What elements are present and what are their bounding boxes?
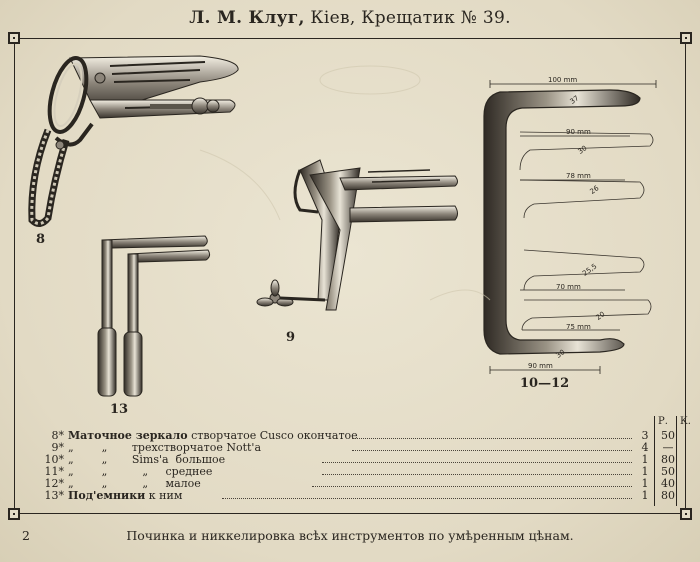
item-number: 10* (44, 453, 64, 466)
price-kop: 80 (661, 489, 675, 502)
item-number: 13* (44, 489, 64, 502)
item-text: створчатое Cusco окончатое (191, 429, 358, 442)
dotted-leader (312, 486, 632, 487)
price-kop: 50 (661, 465, 675, 478)
dim-label-90: 90 mm (566, 128, 591, 136)
dim-label-70: 70 mm (556, 283, 581, 291)
price-kop: 40 (661, 477, 675, 490)
dotted-leader (352, 438, 632, 439)
figure-label-10-12: 10—12 (520, 376, 570, 391)
retractor-elevators-drawing (98, 236, 210, 396)
dotted-leader (222, 498, 632, 499)
table-row (22, 490, 686, 502)
column-header-kop: К. (680, 416, 691, 427)
price-kop: — (662, 441, 674, 454)
price-rub: 1 (641, 453, 649, 466)
figure-label-8: 8 (36, 232, 46, 247)
dim-label-78: 78 mm (566, 172, 591, 180)
dotted-leader (322, 462, 632, 463)
column-header-rub: Р. (658, 416, 668, 427)
item-text: „ „ Sims'a большое (68, 453, 226, 466)
dim-angle-25-5: 25,5 (581, 262, 599, 278)
dim-angle-30: 30 (576, 144, 589, 156)
dim-label-bottom: 90 mm (528, 362, 553, 370)
header-name: Л. М. Клуг, (189, 8, 305, 28)
dotted-leader (352, 450, 632, 451)
item-text: „ „ „ среднее (68, 465, 213, 478)
item-number: 12* (44, 477, 64, 490)
dim-label-top: 100 mm (548, 76, 578, 84)
item-title: Под'емники (68, 489, 146, 502)
dim-angle-37: 37 (568, 94, 581, 106)
dim-angle-20: 20 (594, 310, 607, 322)
price-rub: 1 (641, 477, 649, 490)
page-number: 2 (22, 528, 30, 543)
item-title: Маточное зеркало (68, 429, 188, 442)
dim-angle-30b: 30 (554, 348, 567, 360)
dim-angle-26: 26 (588, 184, 601, 196)
price-kop: 80 (661, 453, 675, 466)
item-number: 11* (44, 465, 64, 478)
item-description (68, 490, 182, 502)
footer-text: Починка и никкелировка всѣх инструментов по умѣренным цѣнам. (126, 528, 574, 543)
item-text: к ним (148, 489, 183, 502)
price-rub: 4 (641, 441, 649, 454)
figure-label-13: 13 (110, 402, 129, 417)
item-number: 8* (51, 429, 64, 442)
nott-speculum-drawing (257, 160, 458, 310)
item-text: „ „ трехстворчатое Nott'a (68, 441, 262, 454)
cusco-speculum-drawing (32, 54, 238, 223)
figure-label-9: 9 (286, 330, 296, 345)
price-kop: 50 (661, 429, 675, 442)
price-rub: 1 (641, 465, 649, 478)
dim-label-75: 75 mm (566, 323, 591, 331)
price-table (22, 416, 691, 512)
header-address: Кіев, Крещатик № 39. (310, 8, 511, 28)
item-text: „ „ „ малое (68, 477, 201, 490)
price-rub: 3 (641, 429, 649, 442)
item-number: 9* (51, 441, 64, 454)
dotted-leader (322, 474, 632, 475)
price-rub: 1 (641, 489, 649, 502)
